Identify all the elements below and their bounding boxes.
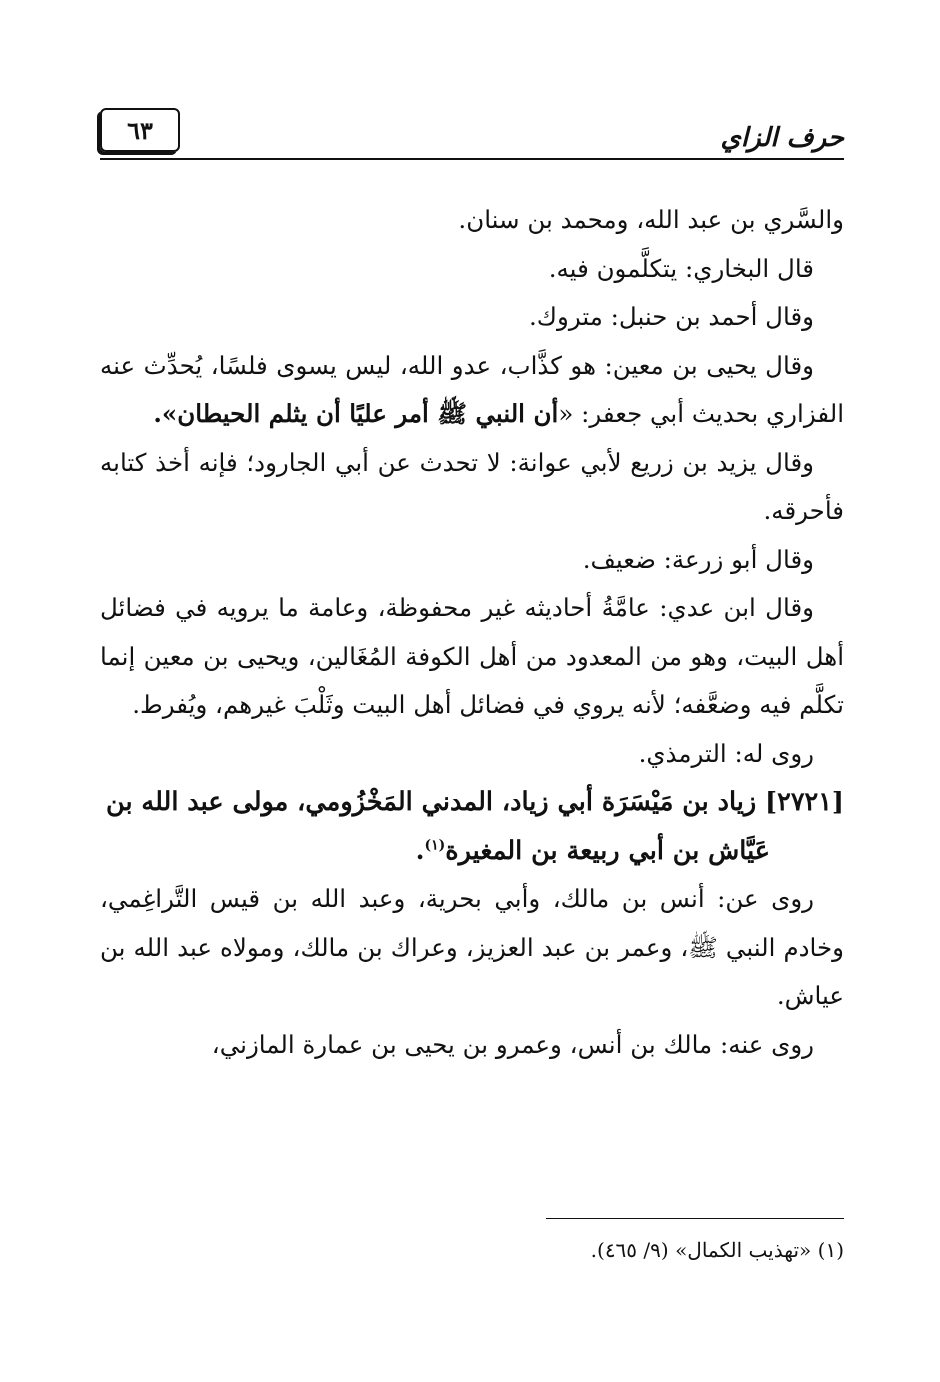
paragraph: روى عنه: مالك بن أنس، وعمرو بن يحيى بن عمارة المازني، <box>211 1029 814 1059</box>
paragraph: روى له: الترمذي. <box>638 738 814 768</box>
quote-close: ». <box>153 399 178 428</box>
paragraph: وقال ابن عدي: عامَّةُ أحاديثه غير محفوظة، وعامة ما يرويه في فضائل أهل البيت، وهو من المعدود من أهل الكوفة المُغَالين، ويحيى بن معين إنما تكلَّم فيه وضعَّفه؛ لأنه يروي في فضائل أهل البيت وثَلْبَ غيرهم، ويُفرط. <box>100 593 844 719</box>
quoted-hadith: أن النبي ﷺ أمر عليًا أن يثلم الحيطان <box>177 399 559 428</box>
header-rule <box>100 158 844 160</box>
entry-end: . <box>415 835 425 866</box>
page-number: ٦٣ <box>127 115 153 145</box>
entry-number: [٢٧٢١] <box>765 787 844 817</box>
paragraph-text: وقال يحيى بن معين: هو كذَّاب، عدو الله، ليس يسوى فلسًا، يُحدِّث عنه الفزاري بحديث أبي جعفر: « <box>100 350 844 428</box>
paragraph: وقال يزيد بن زريع لأبي عوانة: لا تحدث عن أبي الجارود؛ فإنه أخذ كتابه فأحرقه. <box>100 447 844 525</box>
footnote-rule <box>546 1218 844 1219</box>
page-number-box <box>100 108 180 152</box>
paragraph: وقال أبو زرعة: ضعيف. <box>582 544 814 574</box>
paragraph: قال البخاري: يتكلَّمون فيه. <box>548 253 814 283</box>
paragraph <box>100 342 844 439</box>
paragraph: روى عن: أنس بن مالك، وأبي بحرية، وعبد الله بن قيس التَّراغِمي، وخادم النبي ﷺ، وعمر بن عبد العزيز، وعراك بن مالك، ومولاه عبد الله بن عياش. <box>100 884 844 1010</box>
entry-heading <box>100 778 844 875</box>
entry-name-line1: زياد بن مَيْسَرَة أبي زياد، المدني المَخْزُومي، مولى عبد الله بن <box>106 787 757 817</box>
entry-name-line2: عَيَّاش بن أبي ربيعة بن المغيرة <box>445 835 770 866</box>
paragraph: وقال أحمد بن حنبل: متروك. <box>529 302 814 331</box>
entry-name-line2-wrap <box>100 827 844 876</box>
footnote: (١) «تهذيب الكمال» (٩/ ٤٦٥). <box>590 1238 844 1262</box>
main-text <box>100 196 844 1069</box>
paragraph: والسَّري بن عبد الله، ومحمد بن سنان. <box>458 205 844 234</box>
footnote-ref[interactable]: (١) <box>424 837 446 853</box>
running-head: حرف الزاي <box>720 123 844 153</box>
